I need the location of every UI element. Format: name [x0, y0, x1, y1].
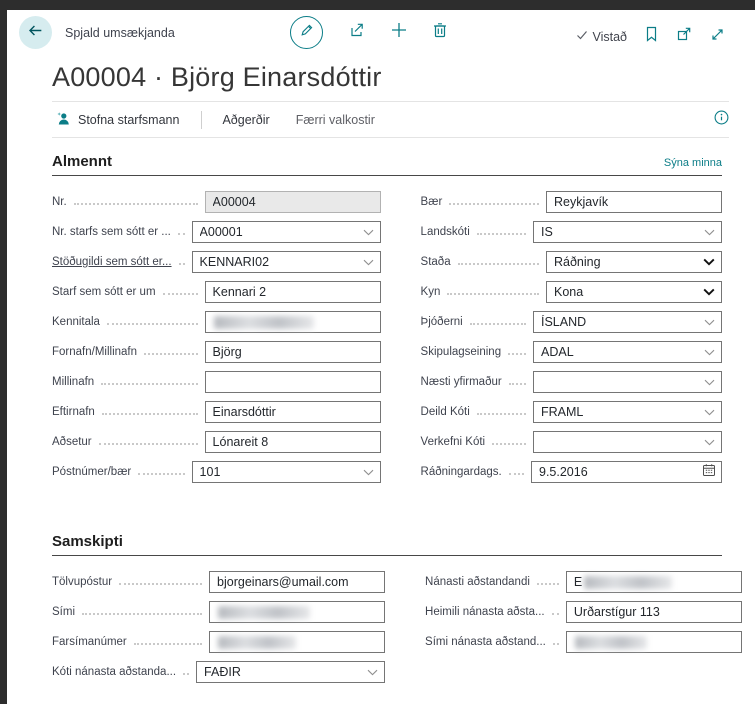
field-label: Skipulagseining [420, 346, 502, 358]
field-label: Sími [52, 606, 75, 618]
dotted-leader [553, 634, 559, 645]
stodugildi-drilldown-label[interactable]: Stöðugildi sem sótt er... [52, 256, 172, 268]
dotted-leader [163, 284, 198, 295]
chevron-down-icon[interactable] [704, 403, 715, 421]
thjoderni-input[interactable] [534, 312, 704, 332]
field-row-stodugildi [52, 251, 381, 273]
share-button[interactable] [347, 16, 366, 49]
field-row-nr-starfs [52, 221, 381, 243]
dotted-leader [178, 224, 185, 235]
field-row-simi-nanasta [425, 631, 742, 653]
saved-status-label: Vistað [592, 29, 627, 44]
chevron-down-icon[interactable] [367, 663, 378, 681]
farsimanumer-field[interactable] [209, 631, 385, 653]
page-header [7, 10, 755, 56]
field-row-simi [52, 601, 385, 623]
dotted-leader [183, 664, 189, 675]
samskipti-left-column [52, 571, 385, 691]
landskoti-field[interactable] [533, 221, 722, 243]
dotted-leader [447, 284, 539, 295]
field-label: Kyn [420, 286, 441, 298]
koti-nanasta-input[interactable] [197, 662, 367, 682]
field-label: Aðsetur [52, 436, 92, 448]
starf-field[interactable] [205, 281, 381, 303]
expand-button[interactable] [710, 20, 725, 53]
samskipti-right-column [425, 571, 742, 691]
heimili-nanasta-input[interactable] [567, 602, 741, 622]
nr-field [205, 191, 381, 213]
adsetur-input[interactable] [206, 432, 380, 452]
field-label: Kennitala [52, 316, 100, 328]
applicant-card-page [7, 10, 755, 704]
page-caption: Spjald umsækjanda [65, 26, 175, 40]
adsetur-field[interactable] [205, 431, 381, 453]
tolvupostur-input[interactable] [210, 572, 384, 592]
saved-status [576, 30, 627, 44]
section-divider [52, 555, 722, 556]
actions-menu[interactable] [218, 113, 273, 127]
naesti-yfirmadur-field[interactable] [533, 371, 722, 393]
field-row-kyn [421, 281, 722, 303]
verkefni-koti-input[interactable] [534, 432, 704, 452]
back-button[interactable] [19, 16, 52, 49]
chevron-down-icon[interactable] [704, 343, 715, 361]
field-row-eftirnafn [52, 401, 381, 423]
redacted-value [214, 316, 314, 329]
chevron-down-icon[interactable] [363, 223, 374, 241]
dotted-leader [134, 634, 202, 645]
dotted-leader [144, 344, 198, 355]
window-frame-top [0, 0, 755, 10]
postnumer-input[interactable] [193, 462, 363, 482]
saved-check-icon [576, 30, 588, 44]
edit-button[interactable] [290, 16, 323, 49]
eftirnafn-input[interactable] [206, 402, 380, 422]
partial-visible-text: E [573, 575, 583, 589]
field-row-landskoti [421, 221, 722, 243]
field-label: Farsímanúmer [52, 636, 127, 648]
stada-selected-value: Ráðning [554, 255, 601, 269]
redacted-value [218, 606, 310, 619]
calendar-icon[interactable] [702, 463, 716, 482]
section-divider [52, 175, 722, 176]
nr-starfs-input[interactable] [193, 222, 363, 242]
tolvupostur-field[interactable] [209, 571, 385, 593]
field-row-starf [52, 281, 381, 303]
field-label: Staða [420, 256, 451, 268]
dotted-leader [537, 574, 559, 585]
info-button[interactable] [714, 110, 729, 130]
fewer-options-label: Færri valkostir [295, 112, 375, 127]
chevron-down-icon[interactable] [363, 463, 374, 481]
field-label: Póstnúmer/bær [52, 466, 132, 478]
popout-button[interactable] [676, 20, 692, 53]
stodugildi-field[interactable] [192, 251, 381, 273]
dotted-leader [107, 314, 198, 325]
radningardags-input[interactable] [532, 462, 702, 482]
chevron-down-icon[interactable] [363, 253, 374, 271]
new-button[interactable] [390, 16, 408, 49]
action-bar-divider [201, 111, 202, 129]
field-label: Sími nánasta aðstand... [425, 636, 546, 648]
create-employee-label: Stofna starfsmann [78, 112, 180, 127]
field-row-deild-koti [421, 401, 722, 423]
field-row-nanasti-adstandandi [425, 571, 742, 593]
baer-field[interactable] [546, 191, 722, 213]
info-icon [714, 110, 729, 130]
field-row-nr [52, 191, 381, 213]
almennt-section-header [52, 153, 722, 170]
field-label: Eftirnafn [52, 406, 95, 418]
field-row-radningardags [421, 461, 722, 483]
chevron-down-icon[interactable] [704, 373, 715, 391]
dotted-leader [119, 574, 202, 585]
field-label: Landskóti [420, 226, 470, 238]
simi-nanasta-field[interactable] [566, 631, 742, 653]
heimili-nanasta-field[interactable] [566, 601, 742, 623]
dotted-leader [477, 224, 526, 235]
nr-input [206, 192, 380, 212]
dotted-leader [102, 404, 198, 415]
field-row-verkefni-koti [421, 431, 722, 453]
samskipti-section-title: Samskipti [52, 533, 123, 550]
dotted-leader [82, 604, 202, 615]
field-label: Næsti yfirmaður [420, 376, 502, 388]
create-employee-icon [56, 111, 71, 129]
field-label: Verkefni Kóti [420, 436, 486, 448]
new-icon [390, 21, 408, 44]
thjoderni-field[interactable] [533, 311, 722, 333]
field-row-naesti-yfirmadur [421, 371, 722, 393]
almennt-left-column [52, 191, 381, 491]
field-row-koti-nanasta [52, 661, 385, 683]
redacted-value [218, 636, 296, 649]
dotted-leader [458, 254, 539, 265]
field-row-millinafn [52, 371, 381, 393]
expand-icon [710, 27, 725, 47]
dotted-leader [470, 314, 526, 325]
naesti-yfirmadur-input[interactable] [534, 372, 704, 392]
samskipti-section-header [52, 533, 722, 550]
show-less-link[interactable]: Sýna minna [663, 157, 722, 169]
field-label: Heimili nánasta aðsta... [425, 606, 545, 618]
postnumer-field[interactable] [192, 461, 381, 483]
field-row-thjoderni [421, 311, 722, 333]
nr-starfs-field[interactable] [192, 221, 381, 243]
chevron-down-icon[interactable] [704, 223, 715, 241]
field-label: Starf sem sótt er um [52, 286, 156, 298]
chevron-down-bold-icon[interactable] [703, 253, 715, 271]
field-label: Fornafn/Millinafn [52, 346, 138, 358]
field-label: Deild Kóti [420, 406, 470, 418]
field-row-heimili-nanasta [425, 601, 742, 623]
bookmark-icon [645, 26, 658, 47]
redacted-value [584, 576, 672, 589]
dotted-leader [101, 374, 197, 385]
dotted-leader [477, 404, 526, 415]
field-row-tolvupostur [52, 571, 385, 593]
almennt-fields [52, 191, 722, 491]
field-row-adsetur [52, 431, 381, 453]
header-status-actions [576, 20, 725, 53]
redacted-value [575, 636, 647, 649]
action-bar [52, 101, 729, 138]
simi-field[interactable] [209, 601, 385, 623]
dotted-leader [509, 464, 524, 475]
verkefni-koti-field[interactable] [533, 431, 722, 453]
field-row-farsimanumer [52, 631, 385, 653]
field-row-stada [421, 251, 722, 273]
almennt-section-title: Almennt [52, 153, 112, 170]
millinafn-input[interactable] [206, 372, 380, 392]
back-icon [27, 22, 44, 44]
dotted-leader [179, 254, 185, 265]
dotted-leader [74, 194, 198, 205]
create-employee-button[interactable] [52, 111, 183, 129]
koti-nanasta-field[interactable] [196, 661, 385, 683]
field-label: Kóti nánasta aðstanda... [52, 666, 177, 678]
kyn-select[interactable] [546, 281, 722, 303]
field-row-postnumer [52, 461, 381, 483]
window-frame-left [0, 0, 7, 704]
header-actions [290, 16, 448, 49]
dotted-leader [99, 434, 198, 445]
field-row-kennitala [52, 311, 381, 333]
fornafn-input[interactable] [206, 342, 380, 362]
chevron-down-icon[interactable] [704, 313, 715, 331]
page-title: A00004 · Björg Einarsdóttir [52, 62, 382, 92]
field-row-baer [421, 191, 722, 213]
field-label: Tölvupóstur [52, 576, 113, 588]
dotted-leader [508, 344, 526, 355]
field-label: Nánasti aðstandandi [425, 576, 530, 588]
millinafn-field[interactable] [205, 371, 381, 393]
stodugildi-input[interactable] [193, 252, 363, 272]
field-row-skipulagseining [421, 341, 722, 363]
dotted-leader [138, 464, 184, 475]
baer-input[interactable] [547, 192, 721, 212]
stada-select[interactable] [546, 251, 722, 273]
skipulagseining-field[interactable] [533, 341, 722, 363]
dotted-leader [449, 194, 539, 205]
form-content [7, 153, 755, 691]
eftirnafn-field[interactable] [205, 401, 381, 423]
field-label: Þjóðerni [420, 316, 463, 328]
delete-icon [432, 21, 448, 44]
deild-koti-input[interactable] [534, 402, 704, 422]
samskipti-fields [52, 571, 722, 691]
kennitala-field[interactable] [205, 311, 381, 333]
deild-koti-field[interactable] [533, 401, 722, 423]
fornafn-field[interactable] [205, 341, 381, 363]
bookmark-button[interactable] [645, 20, 658, 53]
field-label: Bær [420, 196, 443, 208]
almennt-right-column [421, 191, 722, 491]
field-label: Millinafn [52, 376, 95, 388]
field-label: Nr. [52, 196, 67, 208]
actions-menu-label: Aðgerðir [222, 112, 270, 127]
kyn-selected-value: Kona [554, 285, 584, 299]
starf-input[interactable] [206, 282, 380, 302]
chevron-down-icon[interactable] [704, 433, 715, 451]
field-label: Ráðningardags. [420, 466, 502, 478]
field-row-fornafn [52, 341, 381, 363]
skipulagseining-input[interactable] [534, 342, 704, 362]
radningardags-field[interactable] [531, 461, 722, 483]
edit-icon [299, 22, 315, 43]
popout-icon [676, 26, 692, 47]
delete-button[interactable] [432, 16, 448, 49]
nanasti-adstandandi-field[interactable] [566, 571, 742, 593]
field-label: Nr. starfs sem sótt er ... [52, 226, 171, 238]
share-icon [347, 21, 366, 44]
chevron-down-bold-icon[interactable] [703, 283, 715, 301]
dotted-leader [552, 604, 559, 615]
fewer-options-button[interactable] [292, 113, 379, 127]
landskoti-input[interactable] [534, 222, 704, 242]
dotted-leader [509, 374, 526, 385]
dotted-leader [492, 434, 526, 445]
